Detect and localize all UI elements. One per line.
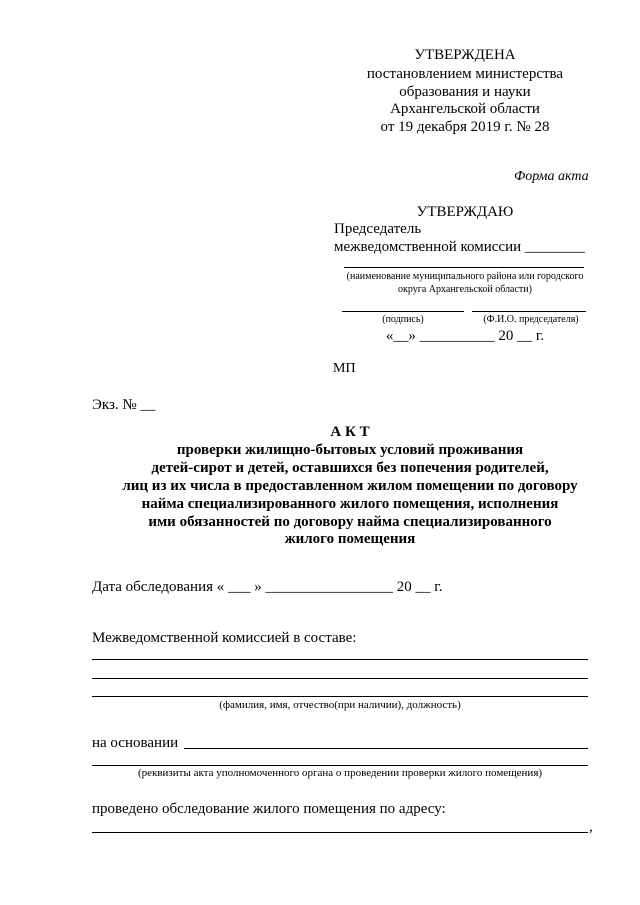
approval-line-2: образования и науки [399, 84, 531, 100]
act-subtitle-line-1: проверки жилищно-бытовых условий проживания [176, 442, 524, 458]
basis-label: на основании [92, 735, 179, 751]
municipality-caption-2: округа Архангельской области) [397, 284, 532, 295]
commission-caption: (фамилия, имя, отчество(при наличии), должность) [219, 699, 461, 711]
approval-line-4: от 19 декабря 2019 г. № 28 [380, 119, 550, 135]
fio-caption: (Ф.И.О. председателя) [483, 314, 579, 325]
approve-chairman: Председатель [334, 221, 422, 237]
approval-line-1: постановлением министерства [366, 66, 564, 82]
commission-line-1 [92, 659, 588, 660]
commission-line-2 [92, 678, 588, 679]
address-end: , [589, 819, 593, 835]
act-subtitle-line-2: детей-сирот и детей, оставшихся без попечения родителей, [151, 460, 549, 476]
inspection-date: Дата обследования « ___ » _________________ 20 __ г. [92, 579, 443, 595]
act-subtitle-line-6: жилого помещения [284, 531, 416, 547]
approval-title: УТВЕРЖДЕНА [414, 47, 516, 63]
approval-line-3: Архангельской области [390, 101, 540, 117]
act-subtitle-line-4: найма специализированного жилого помещения, исполнения [141, 496, 559, 512]
approve-title: УТВЕРЖДАЮ [416, 204, 514, 220]
address-line [92, 832, 588, 833]
municipality-caption-1: (наименование муниципального района или городского [346, 271, 584, 282]
commission-label: Межведомственной комиссией в составе: [92, 630, 357, 646]
act-title: А К Т [330, 424, 370, 440]
municipality-line [344, 267, 584, 268]
signature-line [342, 311, 464, 312]
approve-commission: межведомственной комиссии ________ [334, 239, 585, 255]
basis-line-1 [184, 748, 588, 749]
copy-number: Экз. № __ [92, 397, 156, 413]
basis-line-2 [92, 765, 588, 766]
commission-line-3 [92, 696, 588, 697]
fio-line [472, 311, 586, 312]
form-label: Форма акта [514, 169, 589, 184]
basis-caption: (реквизиты акта уполномоченного органа о проведении проверки жилого помещения) [137, 767, 543, 779]
act-subtitle-line-3: лиц из их числа в предоставленном жилом помещении по договору [122, 478, 578, 494]
act-subtitle-line-5: ими обязанностей по договору найма специализированного [148, 514, 552, 530]
address-label: проведено обследование жилого помещения по адресу: [92, 801, 446, 817]
signature-caption: (подпись) [382, 314, 424, 325]
stamp-label: МП [333, 361, 356, 376]
approve-date-line: «__» __________ 20 __ г. [385, 328, 545, 344]
